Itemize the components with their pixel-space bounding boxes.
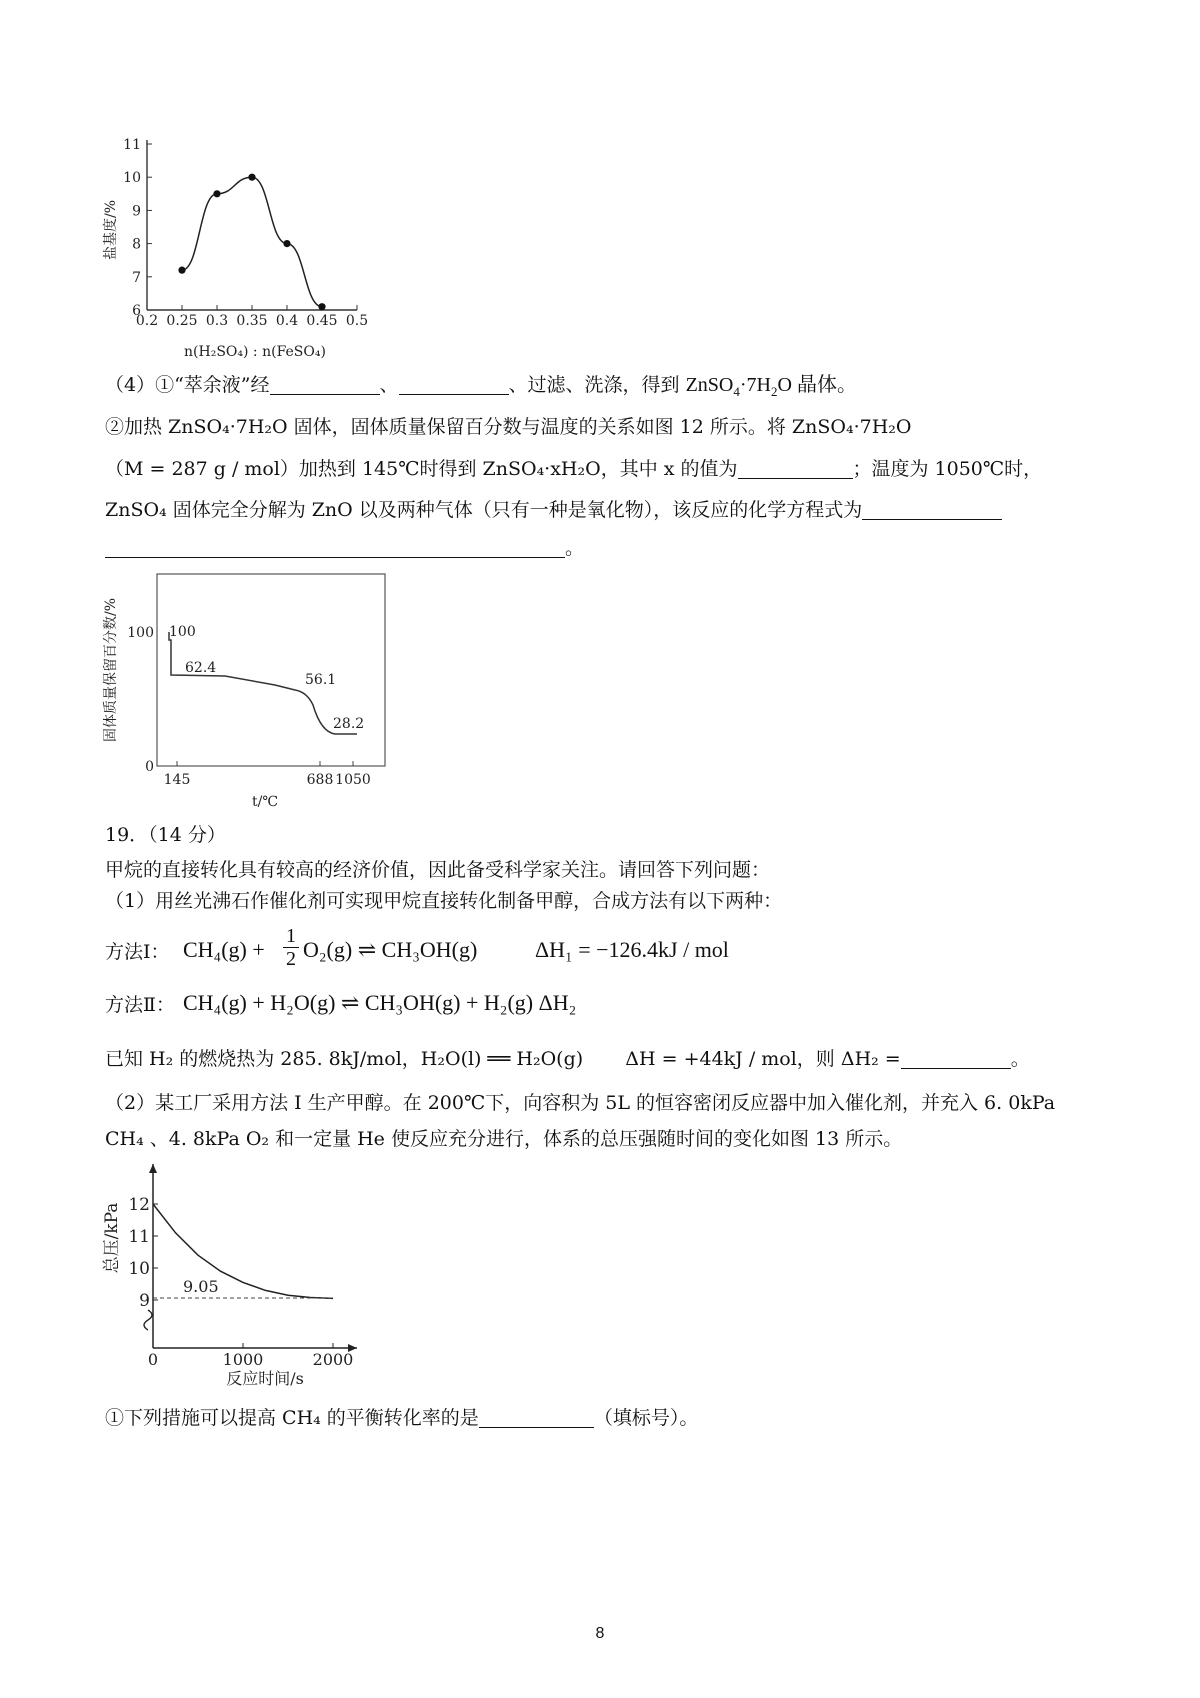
basicity-chart: [95, 130, 385, 365]
zn-formula-sub2: 2: [771, 384, 778, 399]
method1-eq-right: O₂(g) ⇌ CH₃OH(g): [303, 937, 478, 962]
data-point: [318, 303, 325, 310]
data-point: [283, 240, 290, 247]
method1-eq-left: CH₄(g) +: [183, 937, 265, 962]
answer-blank-eq-a[interactable]: [862, 499, 1002, 520]
q19-part2-q1-tail: （填标号）。: [593, 1407, 699, 1429]
q4-part1-mid: 、过滤、洗涤，得到: [508, 374, 680, 396]
q4-part2-line2: [105, 456, 1042, 482]
q19-part2-line1: （2）某工厂采用方法 I 生产甲醇。在 200℃下，向容积为 5L 的恒容密闭反应器中加入催化剂，并充入 6. 0kPa: [105, 1092, 1056, 1114]
q4-part1: [105, 372, 857, 405]
y-tick-label: 8: [132, 236, 141, 253]
q19-part1: （1）用丝光沸石作催化剂可实现甲烷直接转化制备甲醇，合成方法有以下两种：: [105, 890, 783, 912]
q4-part2-line4: [105, 535, 584, 561]
y-tick-label: 7: [132, 269, 141, 286]
q19-intro: 甲烷的直接转化具有较高的经济价值，因此备受科学家关注。请回答下列问题：: [105, 859, 771, 881]
y-tick-label: 9: [132, 203, 141, 220]
method2-label: 方法Ⅱ：: [105, 994, 175, 1016]
method1-label: 方法Ⅰ：: [105, 941, 170, 963]
zn-formula-end: O 晶体。: [777, 374, 857, 396]
known-line: [105, 1046, 1030, 1072]
q4-part2-line2-lead: （M = 287 g / mol）加热到 145℃时得到 ZnSO₄·xH₂O，其中 x 的值为: [105, 458, 738, 480]
page-number: 8: [595, 1625, 605, 1642]
mass-retention-chart-xlabel: t/℃: [251, 794, 279, 810]
known-line-dh: ΔH = +44kJ / mol，则 ΔH₂ =: [625, 1048, 901, 1070]
y-tick-label: 10: [123, 170, 141, 187]
q4-part2-line3-text: ZnSO₄ 固体完全分解为 ZnO 以及两种气体（只有一种是氧化物），该反应的化学方程式为: [105, 499, 863, 521]
y-tick-label: 11: [123, 137, 141, 153]
fraction-denominator: 2: [286, 948, 296, 970]
y-tick-label: 10: [128, 1259, 150, 1279]
x-tick-label: 2000: [312, 1350, 354, 1369]
q19-title: 19．（14 分）: [105, 824, 226, 846]
answer-blank-1[interactable]: [270, 374, 380, 395]
y-tick-label: 6: [132, 303, 141, 319]
pressure-chart-ylabel: 总压/kPa: [102, 1202, 122, 1274]
x-tick-label: 1050: [335, 772, 371, 788]
x-tick-label: 1000: [222, 1350, 264, 1369]
answer-blank-2[interactable]: [399, 374, 509, 395]
mass-retention-chart: [95, 560, 395, 815]
method1-dh: ΔH₁ = −126.4kJ / mol: [535, 937, 729, 962]
x-tick-label: 688: [306, 772, 334, 788]
x-tick-label: 0.2: [135, 313, 159, 329]
x-tick-label: 0.3: [205, 313, 229, 329]
y-tick-label: 0: [145, 759, 154, 775]
answer-blank-measures[interactable]: [479, 1407, 594, 1428]
data-point: [248, 174, 255, 181]
pressure-chart: [95, 1158, 385, 1393]
x-tick-label: 0.45: [306, 313, 338, 329]
method2-eq: CH₄(g) + H₂O(g) ⇌ CH₃OH(g) + H₂(g) ΔH₂: [183, 990, 577, 1015]
zn-formula-sub1: 4: [733, 384, 740, 399]
basicity-curve: [182, 177, 322, 306]
x-tick-label: 145: [163, 772, 191, 788]
zn-formula-mid: ·7H: [739, 374, 771, 396]
basicity-chart-plot: [123, 137, 368, 329]
q19-part2-q1-lead: ①下列措施可以提高 CH₄ 的平衡转化率的是: [105, 1407, 479, 1429]
annotation-62-4: 62.4: [185, 660, 217, 676]
q4-part2-line4-end: 。: [565, 537, 585, 559]
fraction-one-half: [283, 925, 299, 970]
q4-part1-lead: （4）①“萃余液”经: [105, 374, 270, 396]
x-tick-label: 0: [147, 1350, 159, 1369]
y-tick-label: 9: [139, 1291, 150, 1311]
basicity-chart-ylabel: 盐基度/%: [103, 199, 119, 261]
y-tick-label: 12: [128, 1195, 150, 1215]
pressure-chart-xlabel: 反应时间/s: [226, 1369, 304, 1388]
q19-part2-q1: [105, 1405, 698, 1431]
x-tick-label: 0.35: [236, 313, 268, 329]
pressure-curve: [153, 1204, 333, 1298]
q19-part2-line2: CH₄ 、4. 8kPa O₂ 和一定量 He 使反应充分进行，体系的总压强随时间的变化如图 13 所示。: [105, 1128, 903, 1150]
fraction-numerator: 1: [283, 925, 299, 948]
x-tick-label: 0.5: [345, 313, 369, 329]
y-axis-arrow: [149, 1164, 157, 1173]
answer-blank-dh2[interactable]: [901, 1048, 1011, 1069]
x-tick-label: 0.4: [275, 313, 299, 329]
axis-break: [144, 1310, 152, 1330]
zn-formula: [685, 374, 857, 399]
mass-retention-chart-plot: [127, 574, 385, 788]
known-line-lead: 已知 H₂ 的燃烧热为 285. 8kJ/mol，H₂O(l) ══ H₂O(g): [105, 1048, 584, 1070]
basicity-chart-xlabel: n(H₂SO₄) : n(FeSO₄): [184, 344, 326, 360]
q4-part2-line3: [105, 497, 1002, 523]
mass-retention-chart-ylabel: 固体质量保留百分数/%: [103, 597, 119, 743]
answer-blank-eq-b[interactable]: [105, 537, 565, 558]
q4-part1-sep: 、: [379, 374, 399, 396]
x-tick-label: 0.25: [166, 313, 198, 329]
zn-formula-main: ZnSO: [685, 374, 734, 396]
data-point: [178, 267, 185, 274]
annotation-100: 100: [169, 624, 196, 640]
y-tick-label: 11: [128, 1227, 150, 1247]
answer-blank-x[interactable]: [738, 458, 853, 479]
pressure-chart-plot: [128, 1164, 357, 1369]
known-line-end: 。: [1010, 1048, 1030, 1070]
annotation-56-1: 56.1: [305, 672, 337, 688]
annotation-28-2: 28.2: [333, 716, 365, 732]
q4-part2-line2-tail: ；温度为 1050℃时，: [852, 458, 1043, 480]
q4-part2-line1: ②加热 ZnSO₄·7H₂O 固体，固体质量保留百分数与温度的关系如图 12 所示。将 ZnSO₄·7H₂O: [105, 416, 912, 438]
data-point: [213, 190, 220, 197]
y-tick-label: 100: [127, 625, 154, 641]
annotation-9-05: 9.05: [183, 1277, 219, 1296]
